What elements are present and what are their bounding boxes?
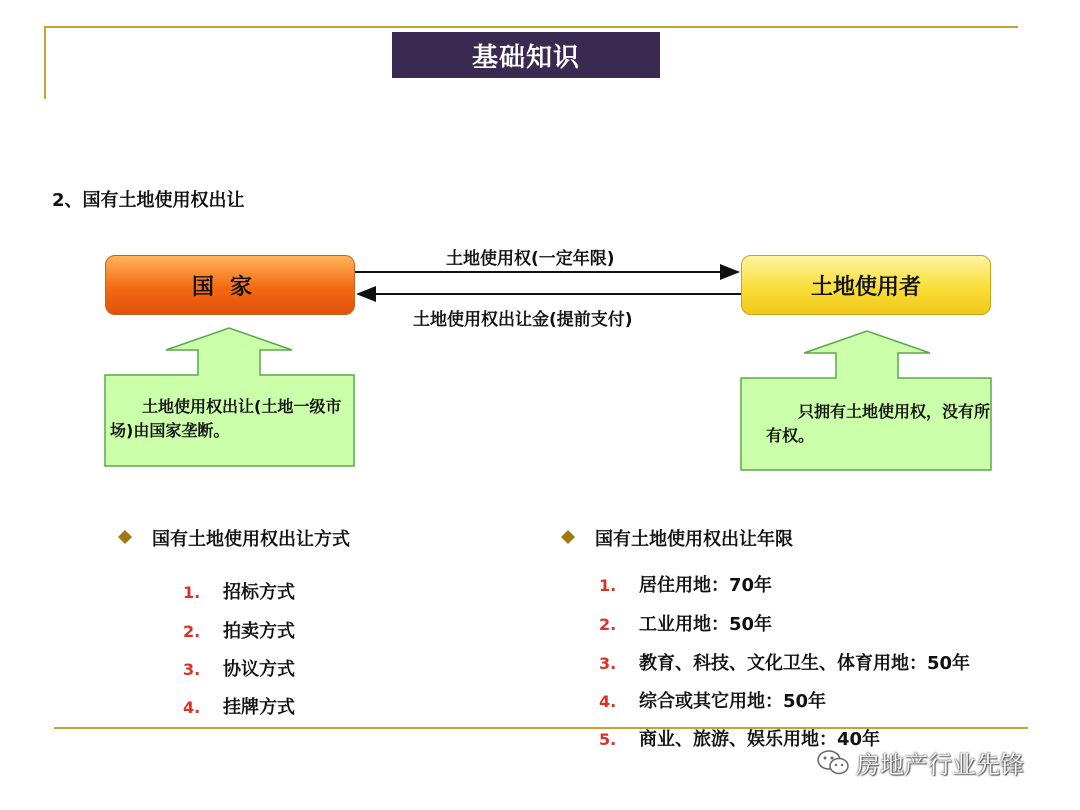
methods-item [183,655,295,681]
section-heading: 2、国有土地使用权出让 [52,190,245,211]
methods-item [183,578,295,604]
list-number: 4. [599,692,617,711]
list-text: 教育、科技、文化卫生、体育用地：50年 [639,653,971,674]
list-number: 3. [183,660,201,679]
terms-item [599,649,970,675]
list-number: 2. [183,622,201,641]
methods-heading: 国有土地使用权出让方式 [152,529,350,550]
state-box: 国家 [105,255,355,315]
right-note-text: 只拥有土地使用权，没有所有权。 [766,402,991,445]
watermark [816,745,1024,780]
terms-item [599,687,826,713]
list-number: 2. [599,615,617,634]
list-text: 招标方式 [223,582,295,603]
arrow-to-user-label: 土地使用权(一定年限) [446,249,615,269]
list-text: 工业用地：50年 [639,614,773,635]
terms-item [599,610,772,636]
land-user-box: 土地使用者 [741,255,991,315]
list-text: 居住用地：70年 [639,575,773,596]
watermark-text: 房地产行业先锋 [856,751,1024,779]
left-note-text: 土地使用权出让(土地一级市场)由国家垄断。 [110,397,342,440]
list-number: 1. [183,583,201,602]
list-text: 综合或其它用地：50年 [639,691,827,712]
list-number: 3. [599,654,617,673]
bullet-diamond-methods [118,530,132,544]
arrow-to-state-label: 土地使用权出让金(提前支付) [413,310,633,330]
methods-item [183,617,295,643]
wechat-icon [816,749,850,777]
bullet-diamond-terms [561,530,575,544]
list-number: 5. [599,730,617,749]
list-text: 拍卖方式 [223,621,295,642]
terms-heading: 国有土地使用权出让年限 [595,529,793,550]
list-text: 挂牌方式 [223,697,295,718]
list-number: 4. [183,698,201,717]
list-text: 商业、旅游、娱乐用地：40年 [639,729,881,750]
methods-item [183,693,295,719]
list-number: 1. [599,576,617,595]
terms-item [599,571,772,597]
list-text: 协议方式 [223,659,295,680]
page-title: 基础知识 [392,32,660,78]
